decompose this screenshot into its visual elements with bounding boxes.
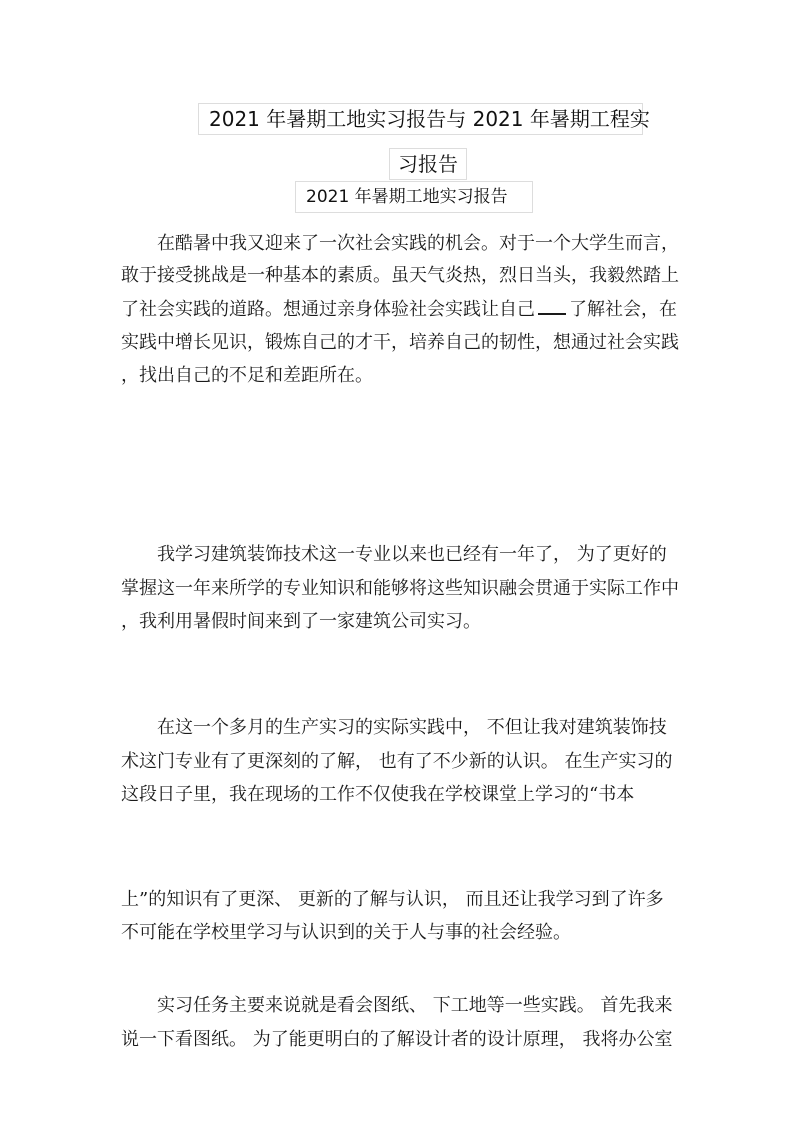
paragraph-1-line-4: 实践中增长见识，锻炼自己的才干，培养自己的韧性，想通过社会实践 <box>121 332 679 353</box>
document-title-line-2: 习报告 <box>389 148 467 180</box>
paragraph-3-line-3: 这段日子里，我在现场的工作不仅使我在学校课堂上学习的“书本 <box>121 784 635 805</box>
section-title: 2021 年暑期工地实习报告 <box>295 181 533 213</box>
paragraph-1-line-2: 敢于接受挑战是一种基本的素质。虽天气炎热，烈日当头，我毅然踏上 <box>121 265 679 286</box>
document-title-line-1: 2021 年暑期工地实习报告与 2021 年暑期工程实 <box>198 103 643 135</box>
paragraph-1-line-3-end: 了解社会，在 <box>569 299 677 320</box>
paragraph-2-line-1: 我学习建筑装饰技术这一专业以来也已经有一年了， 为了更好的 <box>121 544 667 565</box>
paragraph-1-line-3-start: 了社会实践的道路。想通过亲身体验社会实践让自己 <box>121 299 535 320</box>
paragraph-1-line-5: ，找出自己的不足和差距所在。 <box>121 365 373 386</box>
paragraph-4-line-2: 不可能在学校里学习与认识到的关于人与事的社会经验。 <box>121 922 571 943</box>
paragraph-4-line-1: 上”的知识有了更深、 更新的了解与认识， 而且还让我学习到了许多 <box>121 889 664 910</box>
paragraph-3-line-2: 术这门专业有了更深刻的了解， 也有了不少新的认识。 在生产实习的 <box>121 751 673 772</box>
paragraph-1-line-1: 在酷暑中我又迎来了一次社会实践的机会。对于一个大学生而言， <box>121 233 679 254</box>
paragraph-5-line-2: 说一下看图纸。 为了能更明白的了解设计者的设计原理， 我将办公室 <box>121 1029 673 1050</box>
paragraph-2-line-3: ，我利用暑假时间来到了一家建筑公司实习。 <box>121 611 481 632</box>
paragraph-2-line-2: 掌握这一年来所学的专业知识和能够将这些知识融会贯通于实际工作中 <box>121 578 679 599</box>
paragraph-3-line-1: 在这一个多月的生产实习的实际实践中， 不但让我对建筑装饰技 <box>121 717 667 738</box>
paragraph-1-line-3 <box>121 298 677 322</box>
paragraph-5-line-1: 实习任务主要来说就是看会图纸、 下工地等一些实践。 首先我来 <box>121 995 673 1016</box>
fill-in-blank <box>538 299 566 315</box>
